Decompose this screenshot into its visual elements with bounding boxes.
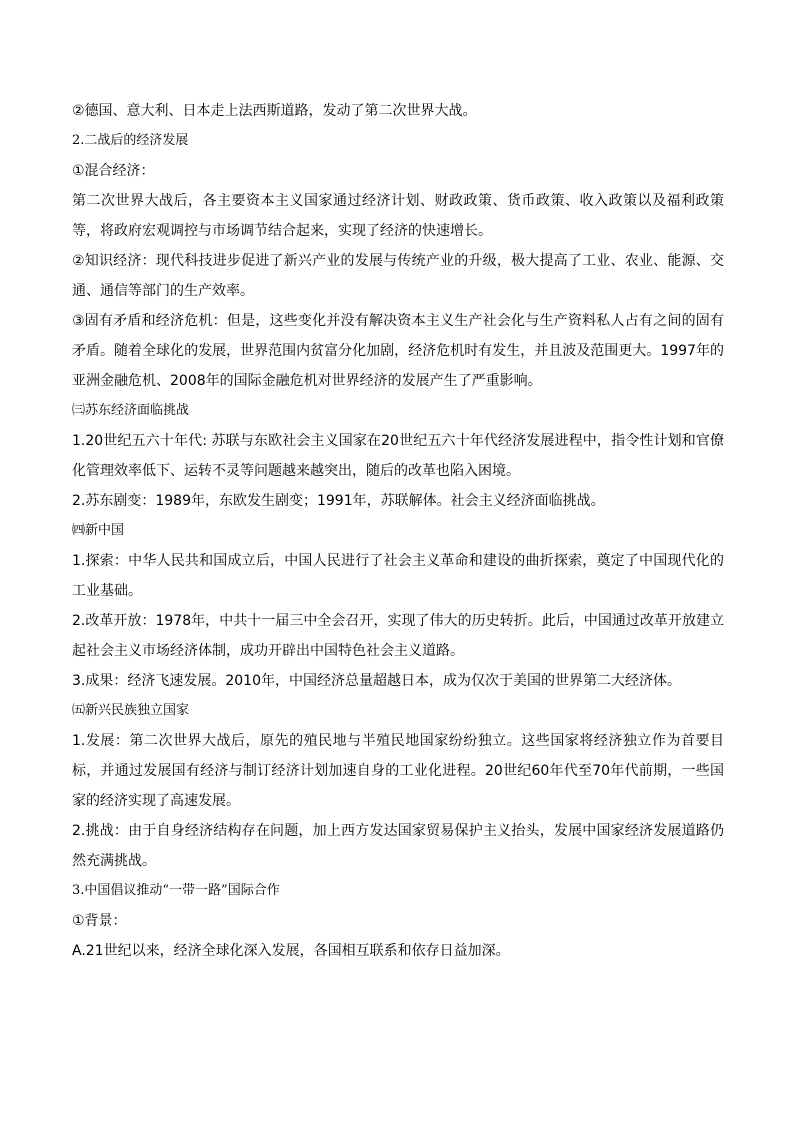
paragraph-achievements: 3.成果：经济飞速发展。2010年，中国经济总量超越日本，成为仅次于美国的世界第二大经济体。 bbox=[72, 673, 681, 689]
heading-background: ①背景： bbox=[72, 913, 127, 929]
paragraph-globalization: A.21世纪以来，经济全球化深入发展，各国相互联系和依存日益加深。 bbox=[72, 943, 510, 959]
paragraph-reform-opening: 2.改革开放：1978年，中共十一届三中全会召开，实现了伟大的历史转折。此后，中国通过改革开放建立起社会主义市场经济体制，成功开辟出中国特色社会主义道路。 bbox=[72, 613, 724, 659]
paragraph-knowledge-economy: ②知识经济：现代科技进步促进了新兴产业的发展与传统产业的升级，极大提高了工业、农业、能源、交通、通信等部门的生产效率。 bbox=[72, 253, 724, 299]
heading-belt-and-road: 3.中国倡议推动“一带一路”国际合作 bbox=[72, 883, 280, 898]
paragraph-fascism: ②德国、意大利、日本走上法西斯道路，发动了第二次世界大战。 bbox=[72, 103, 477, 119]
paragraph-mixed-economy: 第二次世界大战后，各主要资本主义国家通过经济计划、财政政策、货币政策、收入政策以及福利政策等，将政府宏观调控与市场调节结合起来，实现了经济的快速增长。 bbox=[72, 193, 724, 239]
paragraph-exploration: 1.探索：中华人民共和国成立后，中国人民进行了社会主义革命和建设的曲折探索，奠定了中国现代化的工业基础。 bbox=[72, 553, 724, 599]
paragraph-upheaval: 2.苏东剧变：1989年，东欧发生剧变；1991年，苏联解体。社会主义经济面临挑战。 bbox=[72, 493, 605, 509]
paragraph-development: 1.发展：第二次世界大战后，原先的殖民地与半殖民地国家纷纷独立。这些国家将经济独立作为首要目标，并通过发展国有经济与制订经济计划加速自身的工业化进程。20世纪60年代至70年代前期，一些国家的经济实现了高速发展。 bbox=[72, 733, 724, 809]
paragraph-inherent-contradiction: ③固有矛盾和经济危机：但是，这些变化并没有解决资本主义生产社会化与生产资料私人占有之间的固有矛盾。随着全球化的发展，世界范围内贫富分化加剧，经济危机时有发生，并且波及范围更大。1997年的亚洲金融危机、2008年的国际金融危机对世界经济的发展产生了严重影响。 bbox=[72, 313, 724, 389]
document-page bbox=[72, 96, 724, 966]
paragraph-1950s-1960s: 1.20世纪五六十年代: 苏联与东欧社会主义国家在20世纪五六十年代经济发展进程中，指令性计划和官僚化管理效率低下、运转不灵等问题越来越突出，随后的改革也陷入困境。 bbox=[72, 433, 724, 479]
heading-postwar-economy: 2.二战后的经济发展 bbox=[72, 133, 189, 148]
heading-new-china: ㈣新中国 bbox=[72, 523, 125, 538]
heading-emerging-nations: ㈤新兴民族独立国家 bbox=[72, 703, 190, 718]
paragraph-challenges: 2.挑战：由于自身经济结构存在问题，加上西方发达国家贸易保护主义抬头，发展中国家经济发展道路仍然充满挑战。 bbox=[72, 823, 724, 869]
heading-soviet-east-europe: ㈢苏东经济面临挑战 bbox=[72, 403, 190, 418]
heading-mixed-economy: ①混合经济： bbox=[72, 163, 155, 179]
